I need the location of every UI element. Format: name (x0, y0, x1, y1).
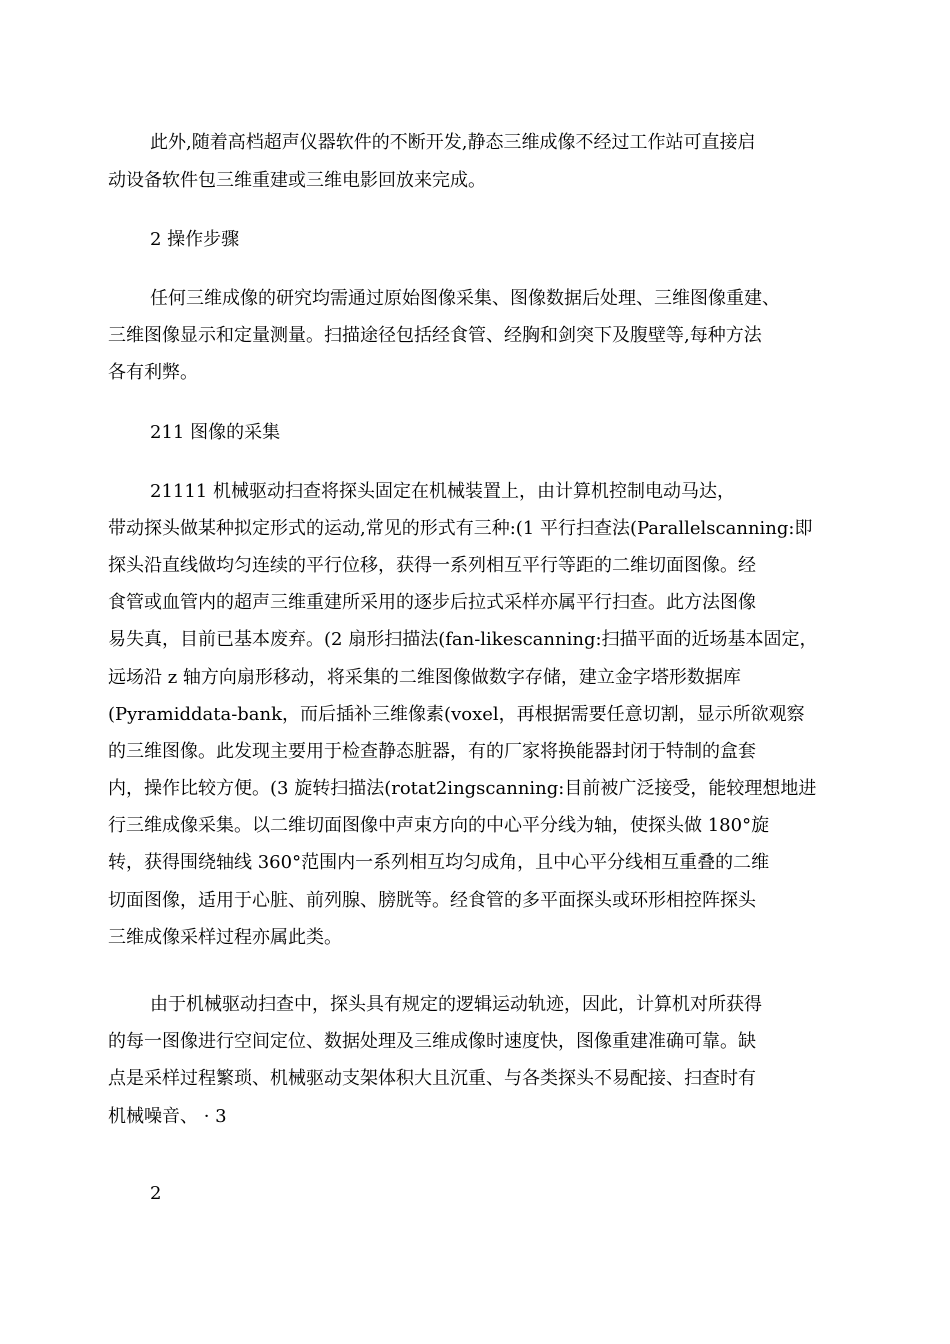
paragraph-mechanical-line-1: 由于机械驱动扫查中，探头具有规定的逻辑运动轨迹，因此，计算机对所获得 (150, 994, 762, 1015)
paragraph-21111-line-12: 切面图像，适用于心脏、前列腺、膀胱等。经食管的多平面探头或环形相控阵探头 (108, 890, 756, 911)
paragraph-21111-line-3: 探头沿直线做均匀连续的平行位移，获得一系列相互平行等距的二维切面图像。经 (108, 555, 756, 576)
paragraph-2-line-2: 三维图像显示和定量测量。扫描途径包括经食管、经胸和剑突下及腹壁等,每种方法 (108, 325, 762, 346)
section-heading-2: 2 操作步骤 (150, 229, 240, 250)
paragraph-mechanical-line-2: 的每一图像进行空间定位、数据处理及三维成像时速度快，图像重建准确可靠。缺 (108, 1031, 756, 1052)
paragraph-21111-line-7: (Pyramiddata-bank，而后插补三维像素(voxel，再根据需要任意切割，显示所欲观察 (108, 704, 805, 725)
section-heading-211: 211 图像的采集 (150, 422, 281, 443)
paragraph-mechanical-line-4: 机械噪音、 · 3 (108, 1106, 227, 1127)
paragraph-21111-line-9: 内，操作比较方便。(3 旋转扫描法(rotat2ingscanning:目前被广泛接受，能较理想地进 (108, 778, 817, 799)
paragraph-21111-line-13: 三维成像采样过程亦属此类。 (108, 927, 342, 948)
paragraph-2-line-3: 各有利弊。 (108, 362, 198, 383)
paragraph-2-line-1: 任何三维成像的研究均需通过原始图像采集、图像数据后处理、三维图像重建、 (150, 288, 780, 309)
paragraph-21111-line-5: 易失真，目前已基本废弃。(2 扇形扫描法(fan-likescanning:扫描平面的近场基本固定， (108, 629, 818, 650)
paragraph-21111-line-1: 21111 机械驱动扫查将探头固定在机械装置上，由计算机控制电动马达， (150, 481, 735, 502)
paragraph-21111-line-4: 食管或血管内的超声三维重建所采用的逐步后拉式采样亦属平行扫查。此方法图像 (108, 592, 756, 613)
paragraph-intro-line-2: 动设备软件包三维重建或三维电影回放来完成。 (108, 170, 486, 191)
paragraph-mechanical-line-3: 点是采样过程繁琐、机械驱动支架体积大且沉重、与各类探头不易配接、扫查时有 (108, 1068, 756, 1089)
paragraph-21111-line-10: 行三维成像采集。以二维切面图像中声束方向的中心平分线为轴，使探头做 180°旋 (108, 815, 770, 836)
page-number: 2 (150, 1183, 162, 1204)
paragraph-21111-line-6: 远场沿 z 轴方向扇形移动，将采集的二维图像做数字存储，建立金字塔形数据库 (108, 667, 741, 688)
paragraph-intro-line-1: 此外,随着高档超声仪器软件的不断开发,静态三维成像不经过工作站可直接启 (150, 132, 756, 153)
paragraph-21111-line-2: 带动探头做某种拟定形式的运动,常见的形式有三种:(1 平行扫查法(Parallelscanning:即 (108, 518, 813, 539)
paragraph-21111-line-8: 的三维图像。此发现主要用于检查静态脏器，有的厂家将换能器封闭于特制的盒套 (108, 741, 756, 762)
paragraph-21111-line-11: 转，获得围绕轴线 360°范围内一系列相互均匀成角，且中心平分线相互重叠的二维 (108, 852, 770, 873)
